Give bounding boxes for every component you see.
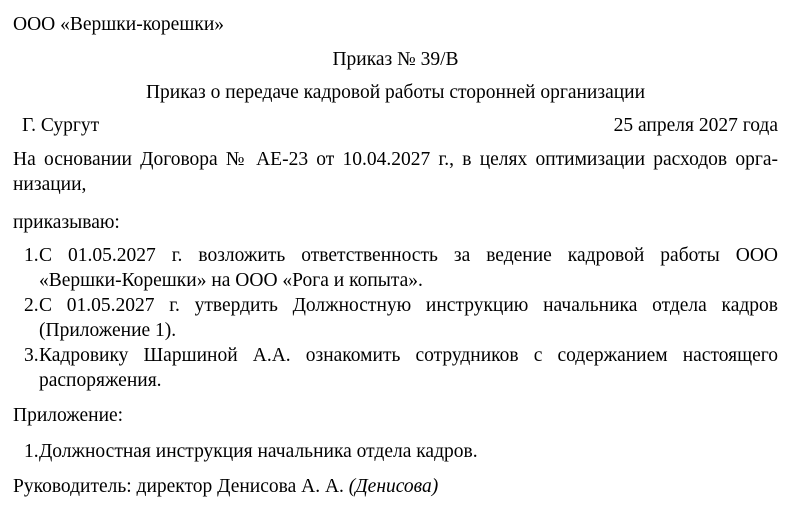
- attachment-text: Должностная инструкция начальника отдела кадров.: [39, 441, 478, 462]
- item-text-line: распоряжения.: [39, 370, 162, 391]
- signature-label: Руководитель: директор Денисова А. А.: [13, 476, 344, 497]
- item-number: 3.: [24, 345, 39, 366]
- item-text-line: «Вершки-Корешки» на ООО «Рога и копыта».: [39, 270, 423, 291]
- order-title: Приказ № 39/В: [332, 49, 459, 70]
- item-text-line: С 01.05.2027 г. возложить ответственность за ведение кадровой работы ООО: [39, 245, 778, 266]
- order-item: [24, 243, 778, 293]
- item-text-line: С 01.05.2027 г. утвердить Должностную инструкцию начальника отдела кадров: [39, 295, 778, 316]
- date: 25 апреля 2027 года: [613, 115, 778, 136]
- place-date-row: [13, 113, 778, 138]
- order-item: [24, 343, 778, 393]
- basis-line: На основании Договора № АЕ-23 от 10.04.2027 г., в целях оптимизации расходов орга-: [13, 149, 778, 170]
- city: Г. Сургут: [22, 115, 100, 136]
- attachment-number: 1.: [24, 441, 39, 462]
- item-text-line: (Приложение 1).: [39, 320, 177, 341]
- order-subtitle: Приказ о передаче кадровой работы сторонней организации: [145, 82, 646, 103]
- signature-handwritten-name: (Денисова): [343, 476, 439, 497]
- order-item: [24, 293, 778, 343]
- item-text-line: Кадровику Шаршиной А.А. ознакомить сотрудников с содержанием настоящего: [39, 345, 778, 366]
- item-number: 2.: [24, 295, 39, 316]
- item-number: 1.: [24, 245, 39, 266]
- order-items-list: [13, 243, 778, 393]
- basis-line: низации,: [13, 174, 87, 195]
- signature-line: [13, 474, 778, 499]
- basis-paragraph: [13, 147, 778, 197]
- attachment-heading: Приложение:: [13, 405, 124, 426]
- attachment-item: [24, 439, 778, 464]
- directive-word: приказываю:: [13, 212, 120, 233]
- item-text: [39, 343, 778, 393]
- org-name: ООО «Вершки-корешки»: [13, 14, 225, 35]
- item-text: [39, 293, 778, 343]
- item-text: [39, 243, 778, 293]
